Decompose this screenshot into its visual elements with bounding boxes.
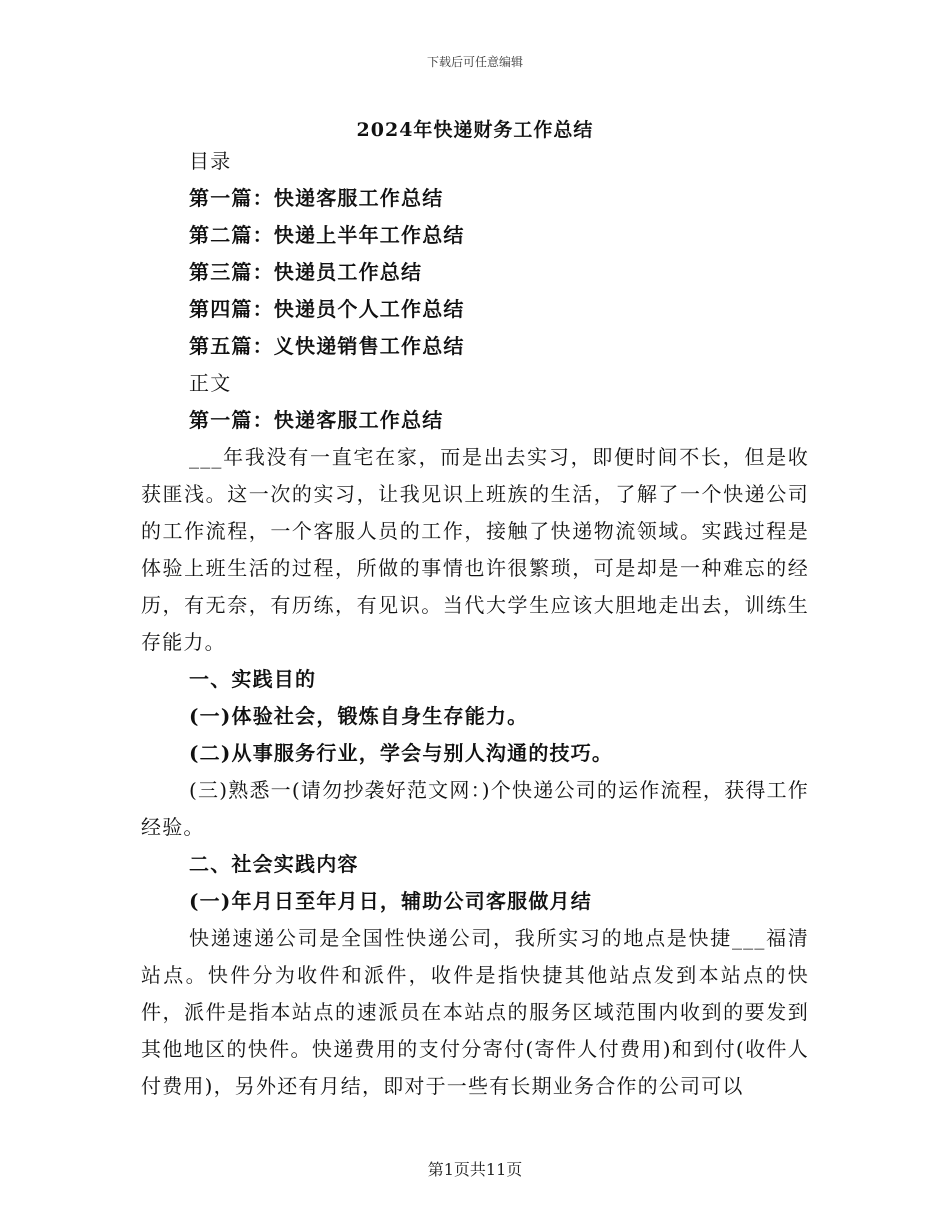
goal-item: (二)从事服务行业，学会与别人沟通的技巧。 bbox=[189, 741, 614, 765]
toc-item: 第四篇：快递员个人工作总结 bbox=[189, 297, 465, 321]
goal-item: (一)体验社会，锻炼自身生存能力。 bbox=[189, 704, 529, 728]
toc-item: 第三篇：快递员工作总结 bbox=[189, 260, 423, 284]
document-content bbox=[141, 143, 809, 1105]
section-title: 一、实践目的 bbox=[189, 667, 317, 691]
paragraph: 快递速递公司是全国性快递公司，我所实习的地点是快捷___福清站点。快件分为收件和派件，收件是指快捷其他站点发到本站点的快件，派件是指本站点的速派员在本站点的服务区域范围内收到的要发到其他地区的快件。快递费用的支付分寄付(寄件人付费用)和到付(收件人付费用)，另外还有月结，即对于一些有长期业务合作的公司可以 bbox=[141, 926, 809, 1098]
toc-item: 第一篇：快递客服工作总结 bbox=[189, 186, 444, 210]
header-note: 下载后可任意编辑 bbox=[426, 55, 523, 69]
section-title: 二、社会实践内容 bbox=[189, 852, 359, 876]
toc-item: 第五篇：义快递销售工作总结 bbox=[189, 334, 465, 358]
toc-heading: 目录 bbox=[189, 149, 232, 173]
paragraph: ___年我没有一直宅在家，而是出去实习，即便时间不长，但是收获匪浅。这一次的实习，让我见识上班族的生活，了解了一个快递公司的工作流程，一个客服人员的工作，接触了快递物流领域。实践过程是体验上班生活的过程，所做的事情也许很繁琐，可是却是一种难忘的经历，有无奈，有历练，有见识。当代大学生应该大胆地走出去，训练生存能力。 bbox=[141, 445, 809, 654]
goal-item: (三)熟悉一(请勿抄袭好范文网：)个快递公司的运作流程，获得工作经验。 bbox=[141, 778, 809, 839]
chapter-title: 第一篇：快递客服工作总结 bbox=[189, 408, 444, 432]
body-heading: 正文 bbox=[189, 371, 232, 395]
toc-item: 第二篇：快递上半年工作总结 bbox=[189, 223, 465, 247]
page-footer: 第1页共11页 bbox=[427, 1160, 523, 1179]
document-title: 2024年快递财务工作总结 bbox=[356, 119, 594, 141]
subsection-title: (一)年月日至年月日，辅助公司客服做月结 bbox=[189, 889, 592, 913]
